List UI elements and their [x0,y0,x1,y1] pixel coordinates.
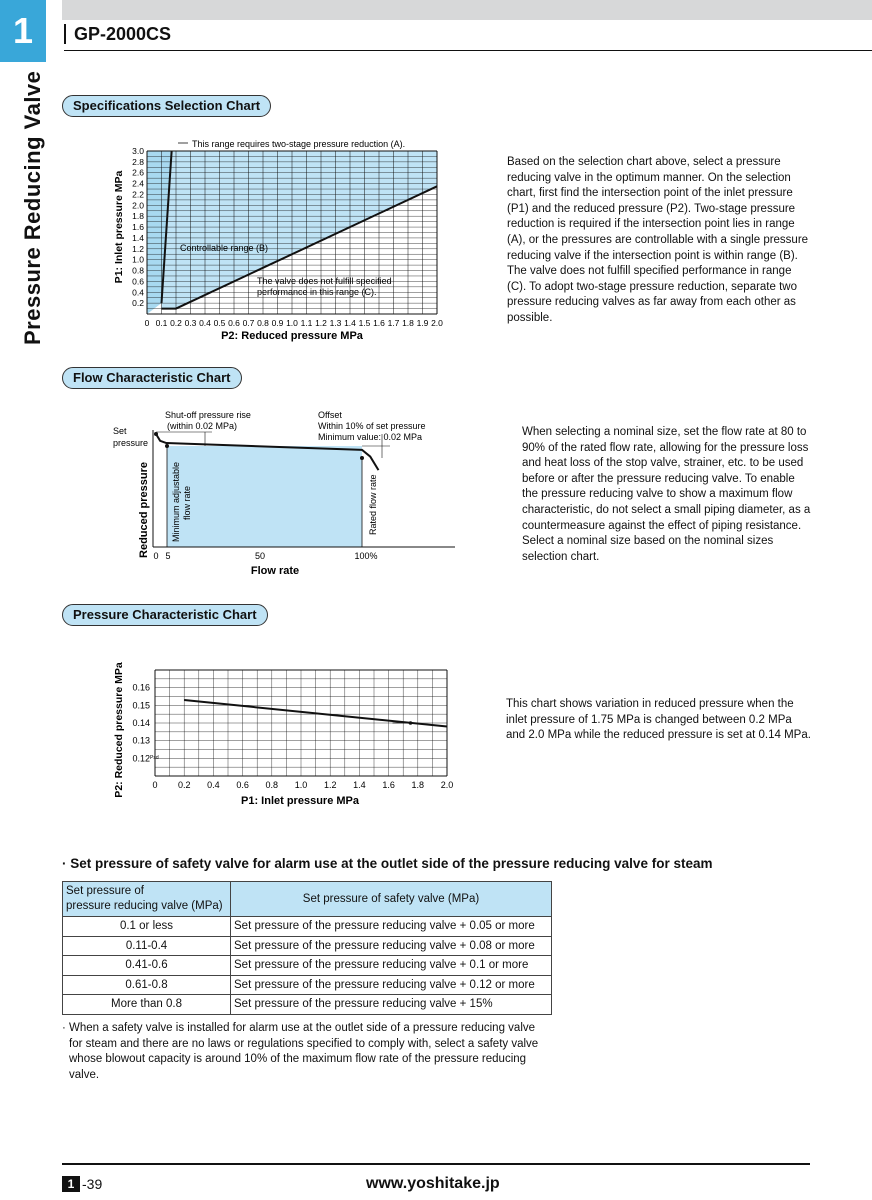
safety-valve-heading: · Set pressure of safety valve for alarm use at the outlet side of the pressure reducing valve for steam [62,856,713,871]
section-side-label: Pressure Reducing Valve [20,70,45,345]
flow-description: When selecting a nominal size, set the flow rate at 80 to 90% of the rated flow rate, allowing for the pressure loss and heat loss of the stop valve, strainer, etc. to be used before or after the pressure reducing valve. To enable the pressure reducing valve to show a maximum flow characteristic, do not select a small piping diameter, as a countermeasure against the effect of piping resistance. Select a nominal size based on the nominal sizes selection chart. [522,426,811,563]
x-tick-labels [145,318,444,328]
x-tick-label: 0 [144,318,150,328]
setting-cell: Set pressure of the pressure reducing valve + 0.1 or more [231,956,552,976]
x-tick-100: 100% [354,551,378,561]
x-tick-labels [152,780,453,790]
y-tick-label: 0.14 [132,718,150,728]
shutoff-label-1: Shut-off pressure rise [165,410,251,420]
setting-cell: Set pressure of the pressure reducing valve + 0.12 or more [231,975,552,995]
x-tick-label: 1.3 [329,318,342,328]
header-bar [62,0,872,20]
rated-flow-point [360,456,364,460]
x-axis-label: Flow rate [250,565,300,577]
x-tick-label: 0.2 [170,318,182,328]
model-title: GP-2000CS [64,24,171,44]
footer-divider [62,1163,810,1165]
y-tick-label: 2.8 [132,156,144,167]
x-tick-label: 1.7 [387,318,400,328]
y-tick-label: 1.4 [132,232,144,243]
x-tick-label: 0.8 [257,318,269,328]
x-tick-label: 0.6 [236,780,249,790]
x-tick-label: 1.4 [353,780,366,790]
y-tick-label: 2.2 [132,189,144,200]
x-tick-0: 0 [153,551,159,561]
label-region-c-1: The valve does not fulfill specified [257,276,392,286]
x-tick-label: 0.6 [228,318,240,328]
x-tick-label: 1.9 [416,318,429,328]
y-tick-label: 0.4 [132,287,144,298]
page-number-text: -39 [82,1176,103,1192]
offset-label-3: Minimum value: 0.02 MPa [318,432,423,442]
y-tick-label: 0.2 [132,298,144,309]
y-tick-label: 2.0 [132,200,144,211]
x-tick-label: 1.6 [373,318,385,328]
chapter-number: 1 [0,0,46,62]
x-tick-label: 0.4 [199,318,211,328]
spec-description: Based on the selection chart above, select a pressure reducing valve in the optimum manner. On the selection chart, first find the intersection point of the inlet pressure (P1) and the reduced pressure (P2). Two-stage pressure reduction is required if the intersection point lies in range (A), or the pressures are controllable with a single pressure reducing valve if the intersection point is within range (B). The valve does not fulfill specified performance in range (C). To adopt two-stage pressure reduction, separate two pressure reducing valves as far away from each other as possible. [507,156,809,324]
x-tick-label: 1.1 [300,318,313,328]
y-tick-label: 1.6 [132,222,144,233]
pressure-chart-heading: Pressure Characteristic Chart [62,604,268,626]
x-axis-label: P2: Reduced pressure MPa [221,330,363,342]
setting-cell: Set pressure of the pressure reducing valve + 0.05 or more [231,917,552,937]
x-tick-label: 1.0 [286,318,298,328]
setting-cell: Set pressure of the pressure reducing valve + 0.08 or more [231,936,552,956]
website-link[interactable]: www.yoshitake.jp [366,1175,500,1192]
label-region-c-2: performance in this range (C). [257,287,377,297]
table-row [63,956,552,976]
y-tick-labels [132,146,144,308]
table-row [63,995,552,1015]
x-axis-label: P1: Inlet pressure MPa [241,795,359,807]
y-tick-label: 2.6 [132,167,144,178]
label-region-a: This range requires two-stage pressure reduction (A). [192,139,406,149]
label-region-b: Controllable range (B) [180,243,269,253]
x-tick-label: 0.2 [177,780,191,790]
y-tick-label: 0.6 [132,276,144,287]
y-tick-label: 0.8 [132,265,144,276]
x-tick-label: 0.3 [184,318,197,328]
x-tick-label: 0.4 [207,780,220,790]
set-pressure-label-2: pressure [113,438,149,448]
min-flow-label-1: Minimum adjustable [171,461,181,542]
safety-valve-table [62,881,552,1015]
title-divider [64,50,872,51]
min-flow-point [165,444,169,448]
x-tick-label: 1.8 [411,780,425,790]
shutoff-label-2: (within 0.02 MPa) [167,421,238,431]
y-tick-label: 1.8 [132,211,144,222]
x-tick-label: 1.4 [344,318,356,328]
x-tick-label: 1.0 [294,780,308,790]
psd-marker: Psd [150,755,159,761]
min-flow-label-2: flow rate [182,485,192,520]
offset-label-2: Within 10% of set pressure [318,421,426,431]
y-tick-label: 1.0 [132,254,144,265]
range-cell: 0.1 or less [63,917,231,937]
page-chapter-box: 1 [62,1176,80,1192]
set-point [409,721,413,725]
y-tick-label: 0.13 [132,735,150,746]
pressure-description: This chart shows variation in reduced pressure when the inlet pressure of 1.75 MPa is changed between 0.2 MPa and 2.0 MPa while the reduced pressure is set at 0.14 MPa. [506,698,811,742]
y-tick-label: 2.4 [132,178,144,189]
flow-characteristic-chart [100,402,470,580]
x-tick-label: 0 [152,780,158,790]
x-tick-label: 1.5 [358,318,371,328]
page-number [62,1176,102,1192]
x-tick-50: 50 [254,551,266,561]
set-pressure-label-1: Set [113,426,127,436]
setting-cell: Set pressure of the pressure reducing valve + 15% [231,995,552,1015]
header-col1-line2: pressure reducing valve (MPa) [66,900,223,912]
x-tick-label: 2.0 [440,780,454,790]
range-cell: More than 0.8 [63,995,231,1015]
y-tick-label: 0.15 [132,700,150,711]
y-axis-label: P2: Reduced pressure MPa [113,662,125,798]
x-tick-label: 0.9 [271,318,284,328]
offset-label-1: Offset [318,410,342,420]
adjustable-range-fill [167,446,362,547]
table-row [63,917,552,937]
y-tick-label: 0.12 [132,753,150,764]
table-header-row [63,882,552,917]
safety-valve-note: · When a safety valve is installed for alarm use at the outlet side of a pressure reducing valve for steam and there are no laws or regulations specified to comply with, select a safety valve whose blowout capacity is around 10% of the maximum flow rate of the pressure reducing valve. [62,1022,539,1081]
y-axis-label: Reduced pressure [138,462,150,558]
set-point-marker [154,432,158,436]
header-reducing-valve-pressure [63,882,231,917]
x-tick-label: 1.2 [315,318,327,328]
range-cell: 0.61-0.8 [63,975,231,995]
range-cell: 0.11-0.4 [63,936,231,956]
table-row [63,975,552,995]
range-cell: 0.41-0.6 [63,956,231,976]
x-tick-label: 0.5 [213,318,226,328]
spec-selection-chart [100,130,460,352]
y-tick-label: 0.16 [132,682,150,693]
x-tick-label: 1.2 [323,780,337,790]
rated-flow-label: Rated flow rate [368,474,378,535]
header-safety-valve-pressure: Set pressure of safety valve (MPa) [231,882,552,917]
x-tick-label: 1.8 [402,318,414,328]
y-tick-labels [132,683,150,764]
table-row [63,936,552,956]
flow-chart-heading: Flow Characteristic Chart [62,367,242,389]
y-tick-label: 3.0 [132,146,144,156]
x-tick-label: 2.0 [431,318,443,328]
x-tick-5: 5 [165,551,171,561]
pressure-characteristic-chart [100,648,465,813]
x-tick-label: 1.6 [382,780,395,790]
y-axis-label: P1: Inlet pressure MPa [113,170,125,284]
spec-chart-heading: Specifications Selection Chart [62,95,271,117]
x-tick-label: 0.8 [265,780,279,790]
header-col1-line1: Set pressure of [66,885,144,897]
y-tick-label: 1.2 [132,243,144,254]
x-tick-label: 0.7 [242,318,255,328]
x-tick-label: 0.1 [155,318,168,328]
